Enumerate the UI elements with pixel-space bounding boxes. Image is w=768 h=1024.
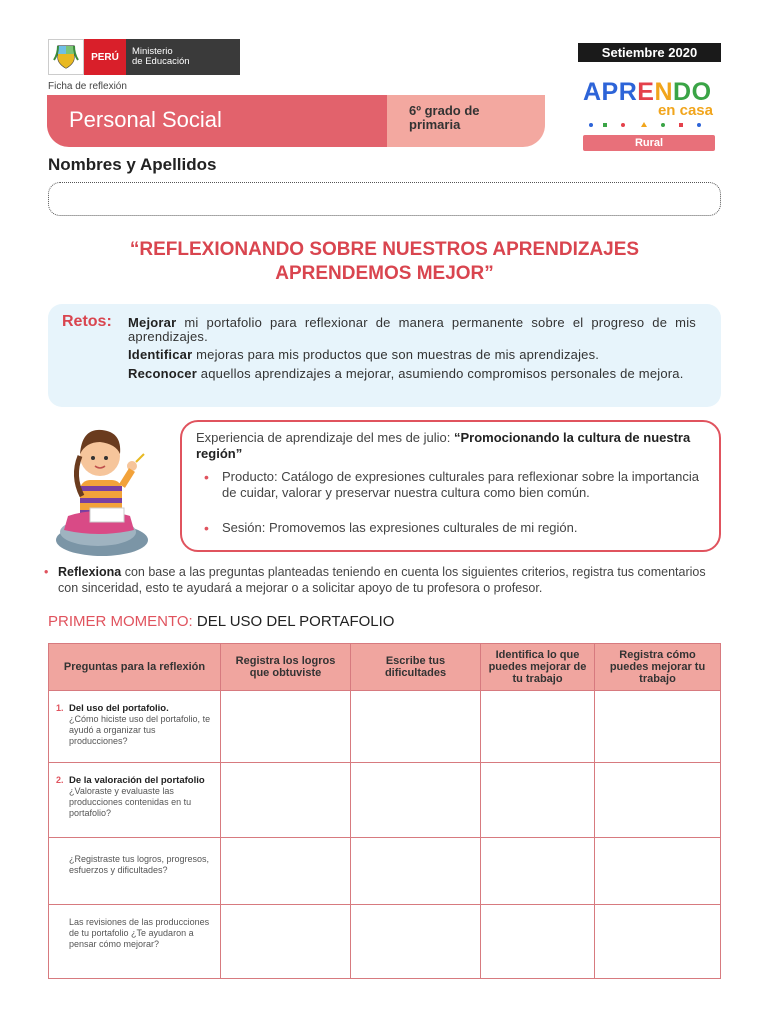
rural-tag: Rural — [583, 135, 715, 151]
column-header: Escribe tus dificultades — [351, 644, 481, 691]
instruction-text: • Reflexiona con base a las preguntas planteadas teniendo en cuenta los siguientes criterios, registra tus comentarios con sinceridad, esto te ayudará a mejorar o a solicitar apoyo de tu profesora o profesor. — [44, 565, 706, 595]
experience-bullet: Sesión: Promovemos las expresiones culturales de mi región. — [222, 520, 578, 535]
page-title — [48, 238, 721, 286]
column-header: Identifica lo que puedes mejorar de tu trabajo — [481, 644, 595, 691]
question-cell: 1. Del uso del portafolio. ¿Cómo hiciste uso del portafolio, te ayudó a organizar tus producciones? — [49, 691, 221, 763]
subject-band — [47, 95, 545, 147]
answer-cell-dificultades[interactable] — [351, 838, 481, 905]
answer-cell-dificultades[interactable] — [351, 691, 481, 763]
title-line-2: APRENDEMOS MEJOR” — [275, 263, 494, 284]
section-heading — [48, 613, 394, 630]
question-cell: ¿Registraste tus logros, progresos, esfuerzos y dificultades? — [49, 838, 221, 905]
coat-of-arms-icon — [48, 39, 84, 75]
answer-cell-logros[interactable] — [221, 838, 351, 905]
answer-cell-mejorar[interactable] — [481, 763, 595, 838]
document-type: Ficha de reflexión — [48, 81, 127, 92]
peru-label: PERÚ — [84, 39, 126, 75]
government-logo — [48, 39, 240, 75]
experience-heading: Experiencia de aprendizaje del mes de julio: “Promocionando la cultura de nuestra región” — [196, 430, 691, 461]
subject-title: Personal Social — [47, 95, 387, 147]
column-header: Preguntas para la reflexión — [49, 644, 221, 691]
answer-cell-logros[interactable] — [221, 905, 351, 979]
question-cell: Las revisiones de las producciones de tu portafolio ¿Te ayudaron a pensar cómo mejorar? — [49, 905, 221, 979]
ministry-label — [126, 39, 240, 75]
reto-item: Identificar mejoras para mis productos que son muestras de mis aprendizajes. — [128, 347, 600, 362]
table-header-row — [49, 644, 721, 691]
answer-cell-mejorar[interactable] — [481, 838, 595, 905]
grade-label — [387, 95, 545, 147]
column-header: Registra los logros que obtuviste — [221, 644, 351, 691]
table-row — [49, 838, 721, 905]
reto-item: Reconocer aquellos aprendizajes a mejorar, asumiendo compromisos personales de mejora. — [128, 366, 684, 381]
answer-cell-mejorar[interactable] — [481, 905, 595, 979]
bullet-icon: • — [204, 520, 209, 536]
reto-item: Mejorar mi portafolio para reflexionar de manera permanente sobre el progreso de mis aprendizajes. — [128, 315, 696, 344]
answer-cell-como[interactable] — [595, 763, 721, 838]
experience-bullet: Producto: Catálogo de expresiones culturales para reflexionar sobre la importancia de cuidar, valorar y preservar nuestra cultura como bien común. — [222, 469, 699, 500]
question-cell: 2. De la valoración del portafolio ¿Valoraste y evaluaste las producciones contenidas en tu portafolio? — [49, 763, 221, 838]
answer-cell-mejorar[interactable] — [481, 691, 595, 763]
retos-label: Retos: — [62, 313, 112, 330]
name-label: Nombres y Apellidos — [48, 155, 217, 174]
bullet-icon: • — [44, 565, 49, 579]
answer-cell-como[interactable] — [595, 838, 721, 905]
brand-line-2: en casa — [657, 102, 713, 119]
ministry-line-2: de Educación — [132, 56, 190, 67]
answer-cell-logros[interactable] — [221, 763, 351, 838]
answer-cell-dificultades[interactable] — [351, 763, 481, 838]
column-header: Registra cómo puedes mejorar tu trabajo — [595, 644, 721, 691]
bullet-icon: • — [204, 469, 209, 485]
table-row — [49, 763, 721, 838]
answer-cell-logros[interactable] — [221, 691, 351, 763]
table-row — [49, 905, 721, 979]
answer-cell-como[interactable] — [595, 691, 721, 763]
title-line-1: “REFLEXIONANDO SOBRE NUESTROS APRENDIZAJES — [129, 239, 640, 260]
section-title: DEL USO DEL PORTAFOLIO — [196, 613, 395, 630]
table-row — [49, 691, 721, 763]
aprendo-en-casa-logo — [583, 80, 715, 151]
name-input[interactable] — [48, 182, 721, 216]
confetti-icon — [583, 122, 715, 128]
grade-line-1: 6º grado de — [409, 103, 480, 118]
girl-reading-illustration — [50, 420, 162, 560]
ministry-line-1: Ministerio — [132, 46, 173, 57]
date-badge: Setiembre 2020 — [578, 43, 721, 62]
answer-cell-dificultades[interactable] — [351, 905, 481, 979]
brand-line-1: APRENDO — [583, 78, 712, 106]
section-label: PRIMER MOMENTO: — [48, 613, 197, 630]
reflection-table — [48, 643, 721, 979]
grade-line-2: primaria — [409, 117, 461, 132]
answer-cell-como[interactable] — [595, 905, 721, 979]
